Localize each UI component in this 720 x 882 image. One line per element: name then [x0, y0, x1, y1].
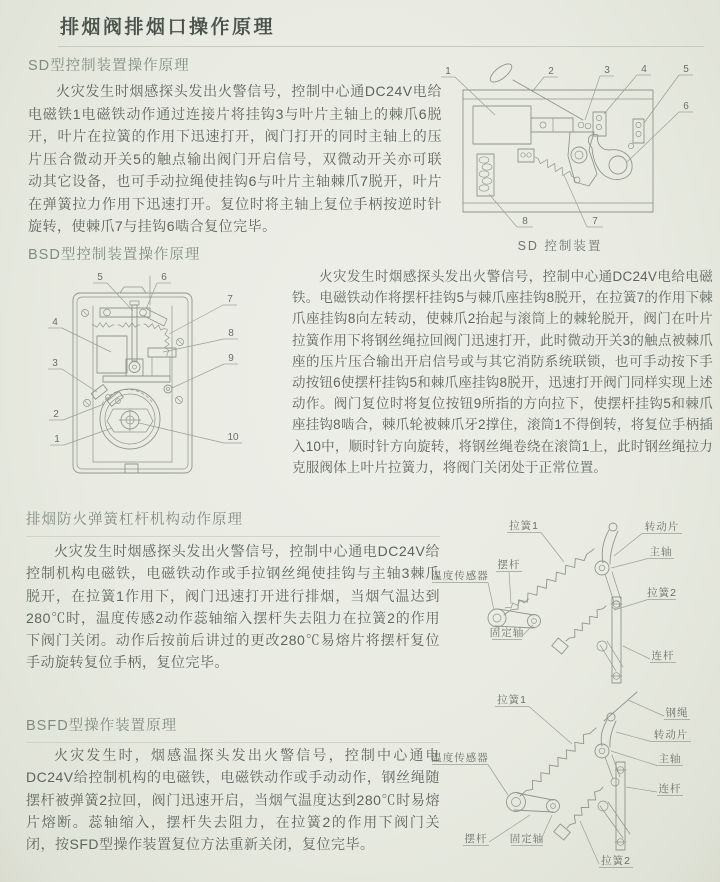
lever-link-bar — [597, 597, 623, 683]
label-lever — [496, 558, 522, 604]
svg-text:1: 1 — [445, 66, 451, 77]
svg-text:摆杆: 摆杆 — [464, 833, 488, 845]
sd-microswitch-left — [593, 112, 606, 136]
label-spring1 — [495, 693, 572, 744]
sd-pawl-cam — [588, 134, 632, 179]
svg-text:2: 2 — [53, 409, 59, 420]
label-spring1 — [507, 519, 564, 562]
svg-text:8: 8 — [522, 216, 528, 227]
bsd-pawl-seat — [103, 348, 176, 382]
bsfd-rope — [604, 692, 637, 721]
svg-text:主轴: 主轴 — [658, 753, 682, 765]
part-label-7 — [564, 175, 603, 227]
svg-text:8: 8 — [228, 328, 234, 339]
part-label-1 — [441, 66, 495, 115]
bsd-diagram-figure — [40, 272, 260, 490]
sd-ratchet-plate — [568, 132, 597, 186]
bsfd-diagram-figure — [430, 688, 718, 882]
svg-text:6: 6 — [683, 101, 689, 112]
label-rotor — [616, 728, 691, 742]
sd-terminal-coil — [477, 154, 494, 196]
bsd-electromagnet — [97, 336, 127, 373]
section-body-bsd: 火灾发生时烟感探头发出火警信号，控制中心通DC24V电给电磁铁。电磁铁动作将摆杆挂钩5与棘爪座挂钩8脱开，在拉簧7的作用下棘爪座挂钩8向左转动，使棘爪2抬起与滚筒上的棘轮脱开，阀门在叶片拉簧作用下将钢丝绳拉回阀门迅速打开，此时微动开关3的触点被棘爪座的压片压合输出开启信号或与其它消防系统联锁，也可手动按下手动按钮6使摆杆挂钩5和棘爪座挂钩8脱开，迅速打开阀门同样实现上述动作。阀门复位时将复位按钮9所指的方向拉下，使摆杆挂钩5和棘爪座挂钩8啮合，棘爪轮被棘爪牙2撑住，滚筒1不得倒转，将复位手柄插入10中，顺时针方向旋转，将钢丝绳卷绕在滚筒1上，此时钢丝绳拉力克服阀体上叶片拉簧力，将阀门关闭处于正常位置。 — [292, 269, 713, 475]
svg-text:4: 4 — [641, 64, 647, 75]
label-spring2 — [614, 586, 677, 610]
svg-text:连杆: 连杆 — [658, 783, 682, 795]
svg-text:固定轴: 固定轴 — [509, 833, 545, 845]
part-label-2 — [532, 66, 558, 92]
lever-spring2 — [552, 606, 606, 654]
part-label-10 — [139, 423, 242, 443]
part-label-4 — [48, 317, 111, 352]
svg-text:5: 5 — [683, 64, 689, 75]
part-label-3 — [48, 358, 97, 392]
svg-text:温度传感器: 温度传感器 — [431, 752, 489, 764]
page-title: 排烟阀排烟口操作原理 — [60, 17, 276, 38]
lever-rotor — [595, 523, 621, 609]
label-shaft — [611, 545, 674, 568]
bsd-springs — [92, 323, 169, 356]
svg-text:7: 7 — [592, 216, 598, 227]
svg-text:2: 2 — [548, 66, 554, 77]
svg-text:5: 5 — [97, 272, 103, 283]
sd-diagram-caption: SD 控制装置 — [517, 239, 603, 253]
section-body-lever: 火灾发生时烟感探头发出火警信号，控制中心通电DC24V给控制机构电磁铁，电磁铁动作或手拉钢丝绳使挂钩与主轴3棘爪脱开，在拉簧1作用下，阀门迅速打开进行排烟，当烟气温达到280℃时，温度传感2动作蕊轴缩入摆杆失去阻力在拉簧2的作用下阀门关闭。动作后按前后讲过的更改280℃易熔片将摆杆复位手动旋转复位手柄，复位完毕。 — [26, 543, 440, 671]
sd-microswitch-right — [628, 119, 644, 149]
section-heading-sd: SD型控制装置操作原理 — [28, 58, 190, 74]
bsd-reset-button — [164, 385, 172, 393]
svg-text:3: 3 — [604, 65, 610, 76]
label-sensor — [431, 751, 508, 795]
lever-arm — [488, 599, 541, 628]
section-heading-lever: 排烟防火弹簧杠杆机构动作原理 — [26, 508, 440, 537]
label-shaft — [611, 751, 683, 766]
svg-text:拉簧2: 拉簧2 — [601, 855, 631, 867]
svg-text:主轴: 主轴 — [649, 546, 673, 558]
svg-text:连杆: 连杆 — [651, 650, 675, 662]
lever-labels — [431, 519, 682, 663]
bsd-diagram — [40, 272, 260, 485]
svg-text:6: 6 — [161, 272, 167, 283]
section-heading-bsfd: BSFD型操作装置原理 — [26, 714, 440, 743]
section-body-sd: 火灾发生时烟感探头发出火警信号，控制中心通DC24V电给电磁铁1电磁铁动作通过连接片将挂钩3与叶片主轴上的棘爪6脱开，叶片在拉簧的作用下迅速打开，阀门打开的同时主轴上的压片压合微动开关5的触点输出阀门开启信号，双微动开关亦可联动其它设备，也可手动拉绳使挂钩6与叶片主轴棘爪7脱开，叶片在弹簧拉力作用下迅速打开。复位时将主轴上复位手柄按逆时针旋转，使棘爪7与挂钩6啮合复位完毕。 — [28, 83, 442, 234]
sd-diagram — [435, 58, 715, 236]
svg-text:4: 4 — [52, 317, 58, 328]
bsfd-labels — [431, 693, 691, 868]
svg-text:转动片: 转动片 — [644, 521, 680, 533]
sd-housing — [463, 90, 653, 212]
section-body-bsfd: 火灾发生时，烟感温探头发出火警信号，控制中心通电DC24V给控制机构的电磁铁，电磁铁动作或手动动作，钢丝绳随摆杆被弹簧2拉回，阀门迅速开启，当烟气温度达到280℃时易熔片熔断。蕊轴缩入，摆杆失去阻力，在拉簧2的作用下阀门关闭，按SFD型操作装置复位方法重新关闭，复位完毕。 — [26, 747, 440, 853]
svg-text:摆杆: 摆杆 — [497, 559, 521, 571]
svg-text:1: 1 — [54, 434, 60, 445]
sd-diagram-figure — [435, 58, 715, 241]
bsfd-spring2 — [554, 787, 603, 840]
section-heading-bsd: BSD型控制装置操作原理 — [28, 247, 201, 263]
bsfd-diagram — [430, 688, 718, 880]
part-label-6 — [626, 101, 693, 163]
svg-text:10: 10 — [227, 432, 239, 443]
label-rope — [628, 700, 690, 720]
svg-text:固定轴: 固定轴 — [489, 627, 525, 639]
part-label-7 — [169, 294, 237, 334]
part-label-4 — [604, 64, 651, 114]
sd-pull-cord — [487, 61, 590, 129]
bsfd-link-bar — [598, 762, 630, 850]
title-divider — [58, 46, 704, 47]
svg-text:温度传感器: 温度传感器 — [431, 570, 489, 582]
sd-electromagnet — [473, 106, 573, 144]
bsd-pawls — [91, 385, 123, 407]
svg-text:拉簧2: 拉簧2 — [647, 587, 677, 599]
part-label-5 — [93, 272, 133, 311]
bsd-drum — [100, 389, 160, 449]
part-label-2 — [49, 404, 104, 420]
part-label-8 — [489, 194, 533, 227]
bsfd-spring1 — [520, 728, 596, 796]
part-label-9 — [172, 353, 238, 388]
label-link — [623, 646, 676, 663]
sd-part-labels — [441, 64, 693, 227]
svg-text:拉簧1: 拉簧1 — [497, 694, 527, 706]
label-link — [626, 782, 683, 796]
label-sensor — [431, 569, 494, 610]
part-label-5 — [644, 64, 693, 123]
label-fixed-axle — [510, 815, 552, 846]
svg-text:9: 9 — [228, 353, 234, 364]
lever-diagram — [430, 505, 715, 690]
svg-text:转动片: 转动片 — [653, 729, 689, 741]
bsd-housing — [73, 287, 192, 473]
lever-diagram-figure — [430, 505, 715, 695]
svg-text:3: 3 — [52, 358, 58, 369]
bsfd-lever-arm — [507, 793, 560, 813]
svg-text:钢绳: 钢绳 — [665, 707, 689, 719]
svg-text:拉簧1: 拉簧1 — [509, 520, 539, 532]
svg-text:7: 7 — [227, 294, 233, 305]
